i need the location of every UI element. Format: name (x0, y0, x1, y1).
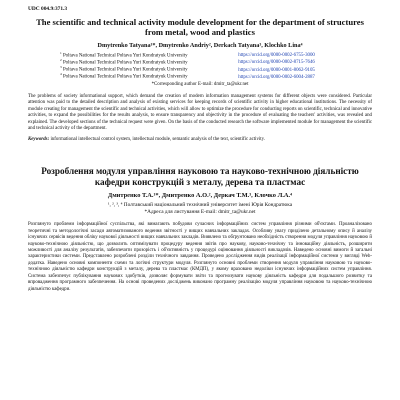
udc-code: UDC 004.9:371.3 (28, 6, 68, 12)
affiliation-org-text: Poltava National Technical Poltava Yuri Kondratyuk University (62, 60, 188, 66)
affiliation-row (60, 60, 340, 67)
orcid-link[interactable]: https://orcid.org/0000-0002-6004-2887 (238, 74, 315, 80)
author-list-ua: Дмитренко Т.А.¹*, Дмитренко А.О.², Деркач Т.М.³, Клочко Л.А.⁴ (107, 191, 293, 199)
keywords-text: informational intellectual control system, intellectual module, semantic analysis of the text, scientific activity. (50, 137, 265, 143)
affiliation-org-text: Poltava National Technical Poltava Yuri Kondratyuk University (62, 67, 188, 73)
corresponding-email-ua: *Адреса для листування E-mail: dmitr_ta@ukr.net (144, 208, 256, 215)
affiliation-table (60, 53, 340, 82)
affiliation-row (60, 74, 340, 81)
affiliation-row (60, 67, 340, 74)
affiliation-org (60, 74, 222, 81)
affiliation-sup: 1 (60, 51, 62, 55)
author-list: Dmytrenko Tatyana¹*, Dmytrenko Andriy², Derkach Tatyana³, Klochko Lina⁴ (97, 42, 303, 49)
affiliation-org-text: Poltava National Technical Poltava Yuri Kondratyuk University (62, 75, 188, 80)
keywords-line (28, 137, 372, 143)
abstract-en: The problems of society informational support, which demand the creation of modern information management systems for different objects were considered. Particular attention was paid to the detailed description and analysis of existing services for keeping records of scientific activity in higher educational institutions. The necessity of module creating for management the scientific and technical activities, which will allow to optimize the procedure for conducting reports on scientific, technical and innovative activities, to expand the possibilities for the results analysis, to ensure transparency and objectivity in the procedure of evaluating the teachers' activities, was revealed and explained. The developed sections of the technical request were given. On the basis of the conducted research the software implemented module for management the scientific and technical activity of the department. (28, 94, 372, 132)
affiliation-sup: 3 (60, 65, 62, 70)
affiliation-row (60, 53, 340, 60)
affiliation-sup: 2 (60, 58, 62, 63)
abstract-ua: Розглянуто проблеми інформаційної суспільства, які вимагають побудови сучасних інформаційних систем управління різними об'єктами. Проаналізовано теоретичні та методологічні засади автоматизованого ведення звітності у вищих навчальних закладах. Особливу увагу приділено детальному опису й аналізу існуючих сервісів ведення обліку наукової діяльності вищих навчальних закладів. Виявлено та обґрунтовано необхідність створення модуля управління науковою й науково-технічною діяльністю, що дозволить оптимізувати процедуру ведення звітів про наукову, науково-технічну та інноваційну діяльність, розширити можливості для аналізу результатів, забезпечити прозорість і об'єктивність у процедурі оцінювання діяльності викладачів. Наведено основні вимоги й загальні характеристики системи. Представлено розроблені розділи технічного завдання. Проведено дослідження видів реалізації інформаційної системи у вигляді Web-додатка. Наведено основні компоненти схеми та логічні структури модуля. Розглянуто основні проблеми створення модуля управління науковою та науково-технічною діяльністю кафедри конструкцій з металу, дерева та пластмас (КМДП), у якому враховано недоліки існуючих інформаційних систем управління. Система забезпечує публікування наукових здобутків, дозволяє формувати звіти та прогнозувати наукову діяльність кафедри для подальшого розвитку та впровадження програмного забезпечення. На основі проведених досліджень виконано програмну реалізацію модуля управління науковою та науково-технічною діяльністю кафедри. (28, 222, 372, 292)
affiliation-sup: 4 (60, 72, 62, 77)
orcid-link[interactable]: https://orcid.org/0000-0002-6755-3000 (238, 53, 315, 59)
paper-title-ua: Розроблення модуля управління науковою та науково-технічною діяльністю кафедри конструкцій з металу, дерева та пластмас (41, 165, 359, 187)
keywords-label: Keywords: (28, 137, 50, 143)
orcid-link[interactable]: https://orcid.org/0000-0002-8715-7646 (238, 60, 315, 66)
affiliation-ua: ¹, ², ³, ⁴ Полтавський національний технічний університет імені Юрія Кондратюка (107, 201, 293, 208)
affiliation-org (60, 51, 222, 63)
affiliation-org (60, 58, 222, 70)
orcid-link[interactable]: https://orcid.org/0000-0001-8062-9105 (238, 67, 315, 73)
affiliation-org (60, 65, 222, 77)
affiliation-org-text: Poltava National Technical Poltava Yuri Kondratyuk University (62, 53, 188, 59)
corresponding-email: *Corresponding author E-mail: dmitr_ta@ukr.net (151, 81, 249, 87)
paper-title: The scientific and technical activity module development for the department of structures from metal, wood and plastics (36, 17, 364, 37)
